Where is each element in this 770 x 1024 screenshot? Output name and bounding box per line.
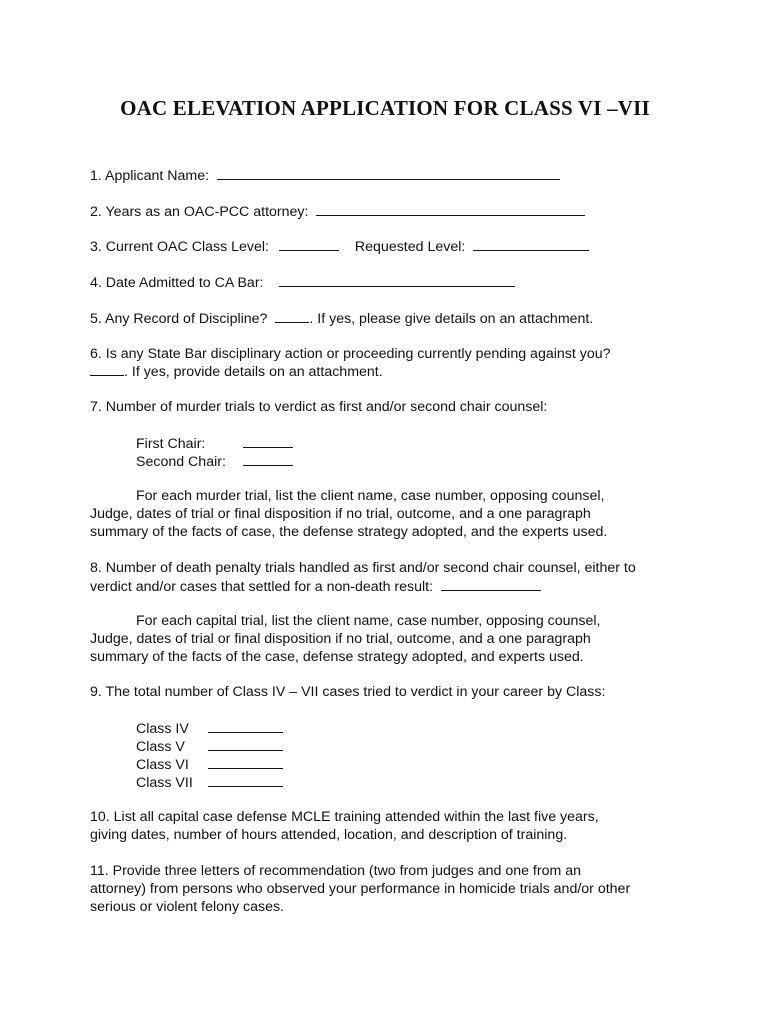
class-iv-row: [136, 719, 283, 738]
discipline-record-label: 5. Any Record of Discipline?: [90, 311, 268, 327]
question-7-para-line-2: Judge, dates of trial or final disposition if no trial, outcome, and a one paragraph: [90, 506, 591, 522]
form-title: OAC ELEVATION APPLICATION FOR CLASS VI –VII: [120, 96, 650, 120]
class-vii-field[interactable]: [208, 773, 283, 787]
question-8-para-line-2: Judge, dates of trial or final disposition if no trial, outcome, and a one paragraph: [90, 631, 591, 647]
question-8-para-line-1: For each capital trial, list the client name, case number, opposing counsel,: [136, 613, 601, 629]
class-vii-label: Class VII: [136, 775, 193, 791]
question-2-row: [90, 202, 585, 221]
requested-level-label: Requested Level:: [354, 239, 466, 255]
class-v-label: Class V: [136, 739, 185, 755]
death-penalty-trials-field[interactable]: [441, 577, 541, 591]
question-7-para-line-3: summary of the facts of case, the defense strategy adopted, and the experts used.: [90, 524, 608, 540]
question-8-line-2: [90, 577, 541, 596]
question-6-line-2: [90, 362, 383, 381]
class-v-field[interactable]: [208, 737, 283, 751]
question-11-line-1: 11. Provide three letters of recommendation (two from judges and one from an: [90, 863, 582, 879]
second-chair-label: Second Chair:: [136, 454, 226, 470]
question-1-row: [90, 166, 560, 185]
class-v-row: [136, 737, 283, 756]
question-8-para-line-3: summary of the facts of the case, defense strategy adopted, and experts used.: [90, 649, 584, 665]
class-vi-field[interactable]: [208, 755, 283, 769]
current-class-field[interactable]: [279, 237, 339, 251]
question-5-row: [90, 309, 593, 328]
question-7-para-line-1: For each murder trial, list the client name, case number, opposing counsel,: [136, 488, 605, 504]
death-penalty-trials-label: verdict and/or cases that settled for a non-death result:: [90, 579, 434, 595]
first-chair-row: [136, 434, 293, 453]
class-vi-label: Class VI: [136, 757, 189, 773]
question-8-line-1: 8. Number of death penalty trials handled as first and/or second chair counsel, either to: [90, 560, 636, 576]
first-chair-label: First Chair:: [136, 436, 206, 452]
date-admitted-field[interactable]: [279, 273, 515, 287]
pending-action-field[interactable]: [90, 362, 124, 376]
discipline-record-note: . If yes, please give details on an attachment.: [309, 311, 594, 327]
requested-level-field[interactable]: [473, 237, 589, 251]
current-class-label: 3. Current OAC Class Level:: [90, 239, 269, 255]
applicant-name-field[interactable]: [217, 166, 560, 180]
class-iv-label: Class IV: [136, 721, 189, 737]
question-3-row: [90, 237, 589, 256]
years-attorney-field[interactable]: [316, 202, 585, 216]
question-4-row: [90, 273, 515, 292]
class-vii-row: [136, 773, 283, 792]
pending-action-note: . If yes, provide details on an attachment.: [124, 364, 383, 380]
question-11-line-2: attorney) from persons who observed your performance in homicide trials and/or other: [90, 881, 631, 897]
years-attorney-label: 2. Years as an OAC-PCC attorney:: [90, 204, 309, 220]
second-chair-row: [136, 452, 293, 471]
class-iv-field[interactable]: [208, 719, 283, 733]
second-chair-field[interactable]: [243, 452, 293, 466]
applicant-name-label: 1. Applicant Name:: [90, 168, 210, 184]
question-10-line-2: giving dates, number of hours attended, location, and description of training.: [90, 827, 568, 843]
question-10-line-1: 10. List all capital case defense MCLE training attended within the last five years,: [90, 809, 599, 825]
question-7-label: 7. Number of murder trials to verdict as first and/or second chair counsel:: [90, 399, 548, 415]
discipline-record-field[interactable]: [275, 309, 309, 323]
question-6-line-1: 6. Is any State Bar disciplinary action or proceeding currently pending against you?: [90, 346, 611, 362]
question-9-label: 9. The total number of Class IV – VII cases tried to verdict in your career by Class:: [90, 684, 606, 700]
date-admitted-label: 4. Date Admitted to CA Bar:: [90, 275, 264, 291]
question-11-line-3: serious or violent felony cases.: [90, 899, 284, 915]
class-vi-row: [136, 755, 283, 774]
first-chair-field[interactable]: [243, 434, 293, 448]
